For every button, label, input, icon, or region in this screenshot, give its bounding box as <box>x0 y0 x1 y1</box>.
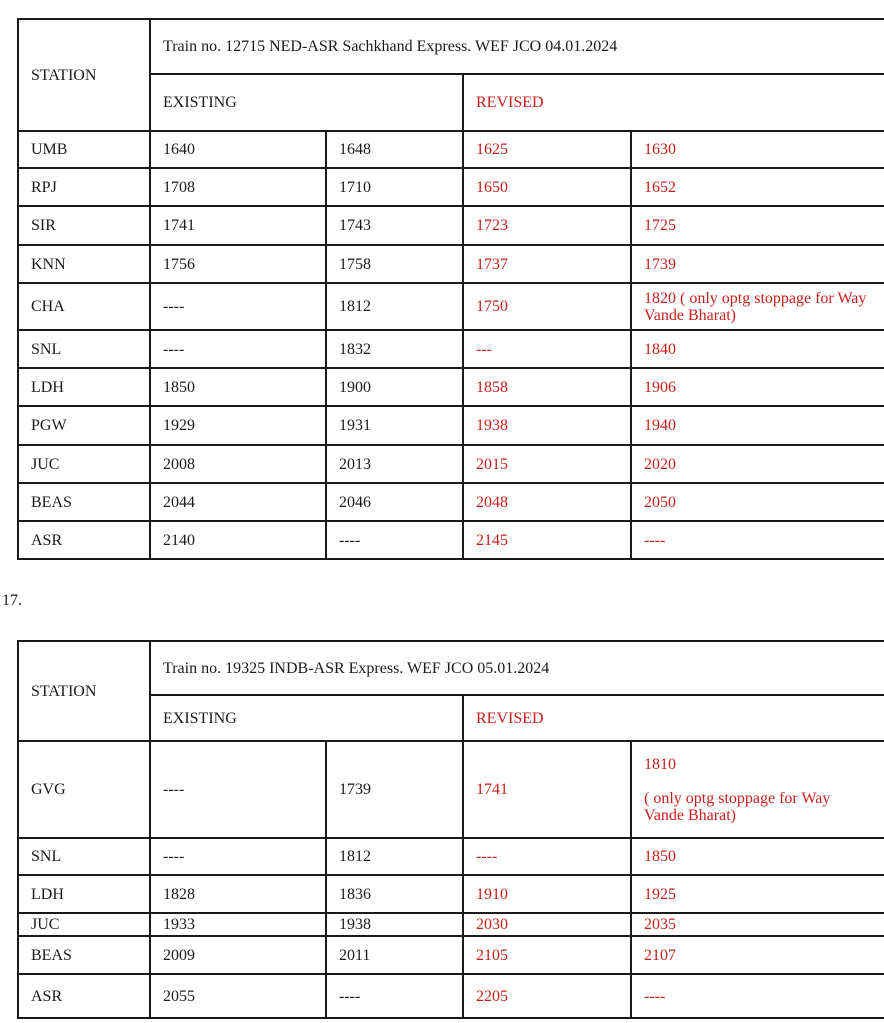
revised-arrival: 1741 <box>463 741 631 838</box>
revised-departure: 1630 <box>631 131 884 168</box>
revised-departure: 2020 <box>631 445 884 483</box>
existing-departure: ---- <box>326 521 463 559</box>
existing-arrival: 2008 <box>150 445 326 483</box>
station-code: GVG <box>18 741 150 838</box>
table-row <box>18 483 884 521</box>
table-row <box>18 168 884 206</box>
station-code: SNL <box>18 330 150 368</box>
revised-header: REVISED <box>463 74 884 131</box>
existing-departure: 1900 <box>326 368 463 406</box>
station-column-header: STATION <box>18 641 150 741</box>
table-header-row <box>18 19 884 74</box>
station-code: RPJ <box>18 168 150 206</box>
revised-arrival: 2105 <box>463 936 631 974</box>
station-code: JUC <box>18 913 150 936</box>
station-code: KNN <box>18 245 150 283</box>
revised-arrival: 2205 <box>463 974 631 1018</box>
revised-departure <box>631 741 884 838</box>
station-code: CHA <box>18 283 150 330</box>
existing-arrival: 2009 <box>150 936 326 974</box>
existing-arrival: 1850 <box>150 368 326 406</box>
existing-arrival: 1929 <box>150 406 326 445</box>
revised-arrival: 1723 <box>463 206 631 245</box>
existing-departure: 1931 <box>326 406 463 445</box>
revised-arrival: 1737 <box>463 245 631 283</box>
revised-arrival: 2145 <box>463 521 631 559</box>
timetable-12715 <box>17 18 884 560</box>
station-code: PGW <box>18 406 150 445</box>
table-row <box>18 521 884 559</box>
existing-arrival: ---- <box>150 741 326 838</box>
revised-departure: 1652 <box>631 168 884 206</box>
timetable-19325 <box>17 640 884 1019</box>
existing-arrival: 2044 <box>150 483 326 521</box>
existing-header: EXISTING <box>150 695 463 741</box>
revised-arrival: 2048 <box>463 483 631 521</box>
station-code: LDH <box>18 368 150 406</box>
existing-arrival: ---- <box>150 330 326 368</box>
revised-departure: ---- <box>631 974 884 1018</box>
revised-departure: 1940 <box>631 406 884 445</box>
revised-departure: 1725 <box>631 206 884 245</box>
existing-arrival: 1933 <box>150 913 326 936</box>
table-row <box>18 838 884 875</box>
station-code: JUC <box>18 445 150 483</box>
existing-departure: 1812 <box>326 283 463 330</box>
existing-departure: 2013 <box>326 445 463 483</box>
section-number: 17. <box>2 592 22 609</box>
table-row <box>18 936 884 974</box>
existing-header: EXISTING <box>150 74 463 131</box>
revised-arrival: 1650 <box>463 168 631 206</box>
table-row <box>18 283 884 330</box>
table-row <box>18 445 884 483</box>
station-code: SNL <box>18 838 150 875</box>
table-row <box>18 131 884 168</box>
table-row <box>18 206 884 245</box>
revised-departure: 2035 <box>631 913 884 936</box>
revised-arrival: 1750 <box>463 283 631 330</box>
revised-arrival: --- <box>463 330 631 368</box>
existing-departure: 1710 <box>326 168 463 206</box>
revised-arrival: 1625 <box>463 131 631 168</box>
existing-departure: 1938 <box>326 913 463 936</box>
table-row <box>18 330 884 368</box>
table-row <box>18 913 884 936</box>
existing-departure: 1739 <box>326 741 463 838</box>
existing-arrival: 2140 <box>150 521 326 559</box>
existing-departure: ---- <box>326 974 463 1018</box>
existing-departure: 1758 <box>326 245 463 283</box>
existing-departure: 1832 <box>326 330 463 368</box>
table-row <box>18 875 884 913</box>
existing-departure: 2011 <box>326 936 463 974</box>
table-row <box>18 245 884 283</box>
revised-header: REVISED <box>463 695 884 741</box>
revised-departure: 1840 <box>631 330 884 368</box>
revised-departure: 2050 <box>631 483 884 521</box>
existing-departure: 1743 <box>326 206 463 245</box>
revised-arrival: 2030 <box>463 913 631 936</box>
existing-arrival: 1741 <box>150 206 326 245</box>
table-row <box>18 741 884 838</box>
revised-departure-note: ( only optg stoppage for Way Vande Bharat) <box>644 789 831 824</box>
existing-departure: 1812 <box>326 838 463 875</box>
revised-arrival: 2015 <box>463 445 631 483</box>
revised-arrival: ---- <box>463 838 631 875</box>
table-row <box>18 406 884 445</box>
train-title: Train no. 12715 NED-ASR Sachkhand Express. WEF JCO 04.01.2024 <box>150 19 884 74</box>
existing-arrival: ---- <box>150 283 326 330</box>
revised-departure-time: 1810 <box>644 755 676 773</box>
revised-departure: 1925 <box>631 875 884 913</box>
station-code: ASR <box>18 521 150 559</box>
existing-departure: 1648 <box>326 131 463 168</box>
revised-departure: 1739 <box>631 245 884 283</box>
existing-arrival: 1828 <box>150 875 326 913</box>
station-code: UMB <box>18 131 150 168</box>
station-code: SIR <box>18 206 150 245</box>
revised-arrival: 1910 <box>463 875 631 913</box>
station-code: LDH <box>18 875 150 913</box>
table-row <box>18 974 884 1018</box>
revised-departure: 1906 <box>631 368 884 406</box>
station-code: BEAS <box>18 936 150 974</box>
existing-arrival: ---- <box>150 838 326 875</box>
revised-departure: 2107 <box>631 936 884 974</box>
train-title: Train no. 19325 INDB-ASR Express. WEF JCO 05.01.2024 <box>150 641 884 695</box>
table-row <box>18 368 884 406</box>
existing-departure: 2046 <box>326 483 463 521</box>
revised-arrival: 1858 <box>463 368 631 406</box>
existing-arrival: 1756 <box>150 245 326 283</box>
station-code: ASR <box>18 974 150 1018</box>
revised-arrival: 1938 <box>463 406 631 445</box>
revised-departure: 1820 ( only optg stoppage for Way Vande Bharat) <box>631 283 884 330</box>
station-column-header: STATION <box>18 19 150 131</box>
revised-departure: ---- <box>631 521 884 559</box>
existing-arrival: 1640 <box>150 131 326 168</box>
existing-arrival: 1708 <box>150 168 326 206</box>
station-code: BEAS <box>18 483 150 521</box>
table-header-row <box>18 641 884 695</box>
existing-departure: 1836 <box>326 875 463 913</box>
revised-departure: 1850 <box>631 838 884 875</box>
existing-arrival: 2055 <box>150 974 326 1018</box>
